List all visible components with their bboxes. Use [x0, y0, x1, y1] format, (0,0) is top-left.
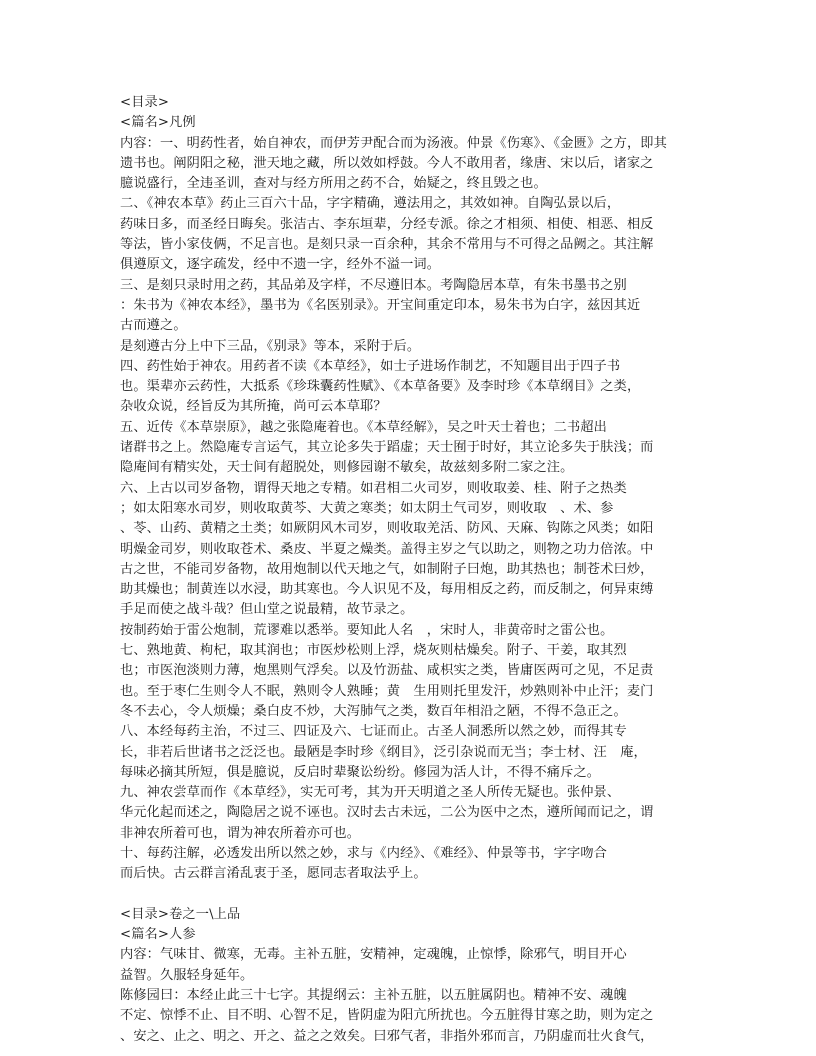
text-line: 陈修园曰：本经止此三十七字。其提纲云：主补五脏，以五脏属阴也。精神不安、魂魄: [120, 988, 627, 1004]
text-line: 等法，皆小家伎俩，不足言也。是刻只录一百余种，其余不常用与不可得之品阙之。其注解: [120, 237, 654, 253]
text-line: 十、每药注解，必透发出所以然之妙，求与《内经》、《难经》、仲景等书，字字吻合: [120, 845, 608, 861]
text-line: 也；市医泡淡则力薄，炮黑则气浮矣。以及竹沥盐、咸枳实之类，皆庸医两可之见，不足责: [120, 663, 654, 679]
text-line: 每味必摘其所短，俱是臆说，反启时辈聚讼纷纷。修园为活人计，不得不痛斥之。: [120, 764, 601, 780]
text-line: 药味日多，而圣经日晦矣。张洁古、李东垣辈，分经专派。徐之才相须、相使、相恶、相反: [120, 216, 654, 232]
text-line: 臆说盛行，全违圣训，查对与经方所用之药不合，始疑之，终且毁之也。: [120, 176, 547, 192]
text-line: 冬不去心，令人烦燥；桑白皮不炒，大泻肺气之类，数百年相沿之陋，不得不急正之。: [120, 703, 627, 719]
text-line: 、苓、山药、黄精之土类；如厥阴风木司岁，则收取羌活、防风、天麻、钩陈之风类；如阳: [120, 521, 654, 537]
section-fanli: [120, 93, 700, 885]
section-gap: [120, 885, 700, 905]
text-line: 长，非若后世诸书之泛泛也。最陋是李时珍《纲目》，泛引杂说而无当；李士材、汪 庵，: [120, 744, 647, 760]
text-line: 、安之、止之、明之、开之、益之之效矣。曰邪气者，非指外邪而言，乃阴虚而壮火食气，: [120, 1028, 654, 1044]
text-line: 杂收众说，经旨反为其所掩，尚可云本草耶？: [120, 399, 387, 415]
text-line: 助其燥也；制黄连以水浸，助其寒也。今人识见不及，每用相反之药，而反制之，何异束缚: [120, 582, 654, 598]
text-line: 隐庵间有精实处，天士间有超脱处，则修园谢不敏矣，故兹刻多附二家之注。: [120, 460, 574, 476]
text-line: 古而遵之。: [120, 318, 187, 334]
text-line: 二、《神农本草》药止三百六十品，字字精确，遵法用之，其效如神。自陶弘景以后，: [120, 196, 621, 212]
text-line: 不定、惊悸不止、目不明、心智不足，皆阴虚为阳亢所扰也。今五脏得甘寒之助，则为定之: [120, 1008, 654, 1024]
text-line: 也。至于枣仁生则令人不眠，熟则令人熟睡；黄 生用则托里发汗，炒熟则补中止汗；麦门: [120, 683, 654, 699]
text-line: ；如太阳寒水司岁，则收取黄芩、大黄之寒类；如太阴土气司岁，则收取 、术、参: [120, 500, 614, 516]
text-line: 非神农所着可也，谓为神农所着亦可也。: [120, 825, 361, 841]
text-line: 手足而使之战斗哉？但山堂之说最精，故节录之。: [120, 602, 414, 618]
text-line: 按制药始于雷公炮制，荒谬难以悉举。要知此人名 ，宋时人，非黄帝时之雷公也。: [120, 622, 614, 638]
text-line: 六、上古以司岁备物，谓得天地之专精。如君相二火司岁，则收取姜、桂、附子之热类: [120, 480, 627, 496]
article-title: <篇名>人参: [120, 927, 196, 943]
text-line: 明燥金司岁，则收取苍术、桑皮、半夏之燥类。盖得主岁之气以助之，则物之功力倍浓。中: [120, 541, 654, 557]
text-line: 五、近传《本草崇原》，越之张隐庵着也。《本草经解》，吴之叶天士着也；二书超出: [120, 419, 608, 435]
text-line: 是刻遵古分上中下三品，《别录》等本，采附于后。: [120, 338, 421, 354]
catalog-label: <目录>卷之一\上品: [120, 906, 241, 922]
text-line: 古之世，不能司岁备物，故用炮制以代天地之气，如制附子曰炮，助其热也；制苍术曰炒，: [120, 561, 654, 577]
text-line: 三、是刻只录时用之药，其品弟及字样，不尽遵旧本。考陶隐居本草，有朱书墨书之别: [120, 277, 627, 293]
text-line: 益智。久服轻身延年。: [120, 967, 254, 983]
text-line: 内容：气味甘、微寒，无毒。主补五脏，安精神，定魂魄，止惊悸，除邪气，明目开心: [120, 947, 627, 963]
text-line: 四、药性始于神农。用药者不读《本草经》，如士子进场作制艺，不知题目出于四子书: [120, 358, 621, 374]
text-line: 八、本经每药主治，不过三、四证及六、七证而止。古圣人洞悉所以然之妙，而得其专: [120, 724, 627, 740]
text-line: ：朱书为《神农本经》，墨书为《名医别录》。开宝间重定印本，易朱书为白字，兹因其近: [120, 297, 641, 313]
text-line: 七、熟地黄、枸杞，取其润也；市医炒松则上浮，烧灰则枯燥矣。附子、干姜，取其烈: [120, 643, 627, 659]
text-line: 华元化起而述之，陶隐居之说不诬也。汉时去古未远，二公为医中之杰，遵所闻而记之，谓: [120, 805, 654, 821]
document-page: [120, 93, 700, 1047]
text-line: 诸群书之上。然隐庵专言运气，其立论多失于蹈虚；天士囿于时好，其立论多失于肤浅；而: [120, 440, 654, 456]
article-title: <篇名>凡例: [120, 115, 196, 131]
text-line: 俱遵原文，逐字疏发，经中不遗一字，经外不溢一词。: [120, 257, 441, 273]
text-line: 九、神农尝草而作《本草经》，实无可考，其为开天明道之圣人所传无疑也。张仲景、: [120, 785, 621, 801]
section-renshen: [120, 905, 700, 1047]
text-line: 内容：一、明药性者，始自神农，而伊芳尹配合而为汤液。仲景《伤寒》、《金匮》之方，即其: [120, 135, 667, 151]
text-line: 也。渠辈亦云药性，大抵系《珍珠囊药性赋》、《本草备要》及李时珍《本草纲目》之类，: [120, 379, 641, 395]
catalog-label: <目录>: [120, 95, 170, 110]
text-line: 遗书也。阐阴阳之秘，泄天地之藏，所以效如桴鼓。今人不敢用者，缘唐、宋以后，诸家之: [120, 155, 654, 171]
text-line: 而后快。古云群言淆乱衷于圣，愿同志者取法乎上。: [120, 866, 427, 882]
